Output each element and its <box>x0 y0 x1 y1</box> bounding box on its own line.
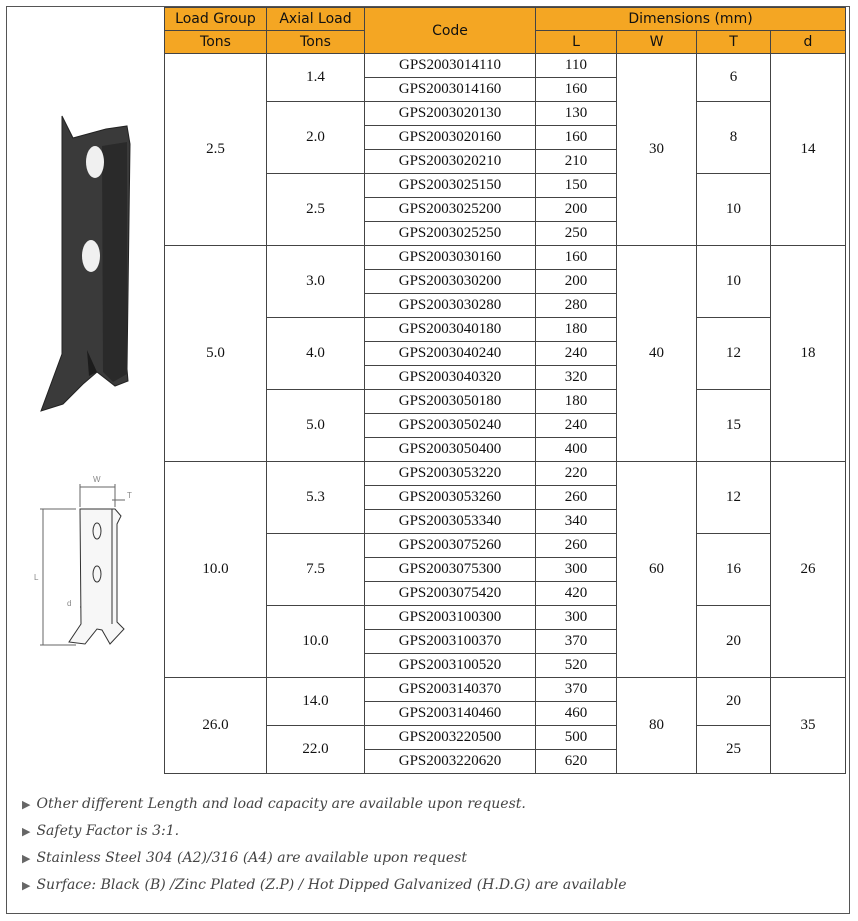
code-cell: GPS2003030200 <box>365 270 536 294</box>
thickness-cell: 10 <box>697 246 771 318</box>
code-cell: GPS2003100370 <box>365 630 536 654</box>
table-row <box>165 102 846 126</box>
list-item <box>22 793 842 820</box>
code-cell: GPS2003014110 <box>365 54 536 78</box>
diagram-label-l: L <box>34 573 39 582</box>
thickness-cell: 12 <box>697 462 771 534</box>
product-images <box>7 54 164 781</box>
length-cell: 300 <box>536 606 617 630</box>
axial-load-cell: 5.0 <box>267 390 365 462</box>
axial-load-cell: 3.0 <box>267 246 365 318</box>
list-item <box>22 820 842 847</box>
code-cell: GPS2003040320 <box>365 366 536 390</box>
code-cell: GPS2003025250 <box>365 222 536 246</box>
length-cell: 300 <box>536 558 617 582</box>
table-row <box>165 534 846 558</box>
length-cell: 180 <box>536 390 617 414</box>
thickness-cell: 10 <box>697 174 771 246</box>
header-dimensions: Dimensions (mm) <box>536 8 846 31</box>
length-cell: 160 <box>536 126 617 150</box>
code-cell: GPS2003030160 <box>365 246 536 270</box>
code-cell: GPS2003025200 <box>365 198 536 222</box>
axial-load-cell: 1.4 <box>267 54 365 102</box>
length-cell: 210 <box>536 150 617 174</box>
length-cell: 500 <box>536 726 617 750</box>
diagram-label-w: W <box>93 475 101 484</box>
table-row <box>165 246 846 270</box>
width-cell: 30 <box>617 54 697 246</box>
length-cell: 200 <box>536 270 617 294</box>
thickness-cell: 12 <box>697 318 771 390</box>
code-cell: GPS2003100520 <box>365 654 536 678</box>
length-cell: 110 <box>536 54 617 78</box>
code-cell: GPS2003053340 <box>365 510 536 534</box>
triangle-bullet-icon: ▶ <box>22 825 31 838</box>
thickness-cell: 16 <box>697 534 771 606</box>
code-cell: GPS2003053260 <box>365 486 536 510</box>
load-group-cell: 2.5 <box>165 54 267 246</box>
table-row <box>165 726 846 750</box>
table-row <box>165 174 846 198</box>
anchor-photo <box>41 116 130 411</box>
code-cell: GPS2003050400 <box>365 438 536 462</box>
code-cell: GPS2003050240 <box>365 414 536 438</box>
length-cell: 320 <box>536 366 617 390</box>
specs-table <box>164 7 846 774</box>
diameter-cell: 26 <box>771 462 846 678</box>
length-cell: 250 <box>536 222 617 246</box>
code-cell: GPS2003220500 <box>365 726 536 750</box>
width-cell: 80 <box>617 678 697 774</box>
header-d: d <box>771 31 846 54</box>
length-cell: 400 <box>536 438 617 462</box>
length-cell: 150 <box>536 174 617 198</box>
length-cell: 160 <box>536 78 617 102</box>
header-axial-load: Axial Load <box>267 8 365 31</box>
length-cell: 280 <box>536 294 617 318</box>
width-cell: 40 <box>617 246 697 462</box>
length-cell: 160 <box>536 246 617 270</box>
diagram-label-t: T <box>127 491 132 500</box>
length-cell: 260 <box>536 486 617 510</box>
table-row <box>165 318 846 342</box>
length-cell: 370 <box>536 678 617 702</box>
thickness-cell: 8 <box>697 102 771 174</box>
table-row <box>165 606 846 630</box>
note-text: Safety Factor is 3:1. <box>36 823 180 839</box>
axial-load-cell: 10.0 <box>267 606 365 678</box>
code-cell: GPS2003040240 <box>365 342 536 366</box>
header-l: L <box>536 31 617 54</box>
code-cell: GPS2003075300 <box>365 558 536 582</box>
table-row <box>165 678 846 702</box>
code-cell: GPS2003140370 <box>365 678 536 702</box>
table-row <box>165 462 846 486</box>
code-cell: GPS2003075260 <box>365 534 536 558</box>
axial-load-cell: 22.0 <box>267 726 365 774</box>
list-item <box>22 847 842 874</box>
code-cell: GPS2003220620 <box>365 750 536 774</box>
code-cell: GPS2003030280 <box>365 294 536 318</box>
axial-load-cell: 2.5 <box>267 174 365 246</box>
axial-load-cell: 2.0 <box>267 102 365 174</box>
length-cell: 520 <box>536 654 617 678</box>
table-row <box>165 54 846 78</box>
length-cell: 200 <box>536 198 617 222</box>
length-cell: 260 <box>536 534 617 558</box>
triangle-bullet-icon: ▶ <box>22 852 31 865</box>
header-code: Code <box>365 8 536 54</box>
length-cell: 460 <box>536 702 617 726</box>
code-cell: GPS2003020160 <box>365 126 536 150</box>
thickness-cell: 20 <box>697 606 771 678</box>
code-cell: GPS2003075420 <box>365 582 536 606</box>
code-cell: GPS2003020130 <box>365 102 536 126</box>
length-cell: 370 <box>536 630 617 654</box>
diameter-cell: 35 <box>771 678 846 774</box>
code-cell: GPS2003020210 <box>365 150 536 174</box>
length-cell: 130 <box>536 102 617 126</box>
length-cell: 420 <box>536 582 617 606</box>
triangle-bullet-icon: ▶ <box>22 879 31 892</box>
load-group-cell: 10.0 <box>165 462 267 678</box>
notes-list <box>22 793 842 901</box>
code-cell: GPS2003050180 <box>365 390 536 414</box>
header-w: W <box>617 31 697 54</box>
code-cell: GPS2003100300 <box>365 606 536 630</box>
length-cell: 180 <box>536 318 617 342</box>
axial-load-cell: 4.0 <box>267 318 365 390</box>
table-row <box>165 390 846 414</box>
thickness-cell: 20 <box>697 678 771 726</box>
diagram-label-d: d <box>67 599 72 608</box>
length-cell: 240 <box>536 414 617 438</box>
length-cell: 340 <box>536 510 617 534</box>
diameter-cell: 14 <box>771 54 846 246</box>
thickness-cell: 6 <box>697 54 771 102</box>
thickness-cell: 15 <box>697 390 771 462</box>
header-group-units: Tons <box>165 31 267 54</box>
code-cell: GPS2003025150 <box>365 174 536 198</box>
list-item <box>22 874 842 901</box>
diameter-cell: 18 <box>771 246 846 462</box>
length-cell: 240 <box>536 342 617 366</box>
triangle-bullet-icon: ▶ <box>22 798 31 811</box>
axial-load-cell: 5.3 <box>267 462 365 534</box>
length-cell: 220 <box>536 462 617 486</box>
length-cell: 620 <box>536 750 617 774</box>
thickness-cell: 25 <box>697 726 771 774</box>
load-group-cell: 5.0 <box>165 246 267 462</box>
width-cell: 60 <box>617 462 697 678</box>
code-cell: GPS2003140460 <box>365 702 536 726</box>
load-group-cell: 26.0 <box>165 678 267 774</box>
header-load-group: Load Group <box>165 8 267 31</box>
note-text: Stainless Steel 304 (A2)/316 (A4) are available upon request <box>36 850 467 866</box>
anchor-drawing <box>34 475 132 645</box>
code-cell: GPS2003053220 <box>365 462 536 486</box>
axial-load-cell: 7.5 <box>267 534 365 606</box>
code-cell: GPS2003014160 <box>365 78 536 102</box>
note-text: Other different Length and load capacity are available upon request. <box>36 796 526 812</box>
header-axial-units: Tons <box>267 31 365 54</box>
axial-load-cell: 14.0 <box>267 678 365 726</box>
note-text: Surface: Black (B) /Zinc Plated (Z.P) / Hot Dipped Galvanized (H.D.G) are available <box>36 877 627 893</box>
code-cell: GPS2003040180 <box>365 318 536 342</box>
header-t: T <box>697 31 771 54</box>
